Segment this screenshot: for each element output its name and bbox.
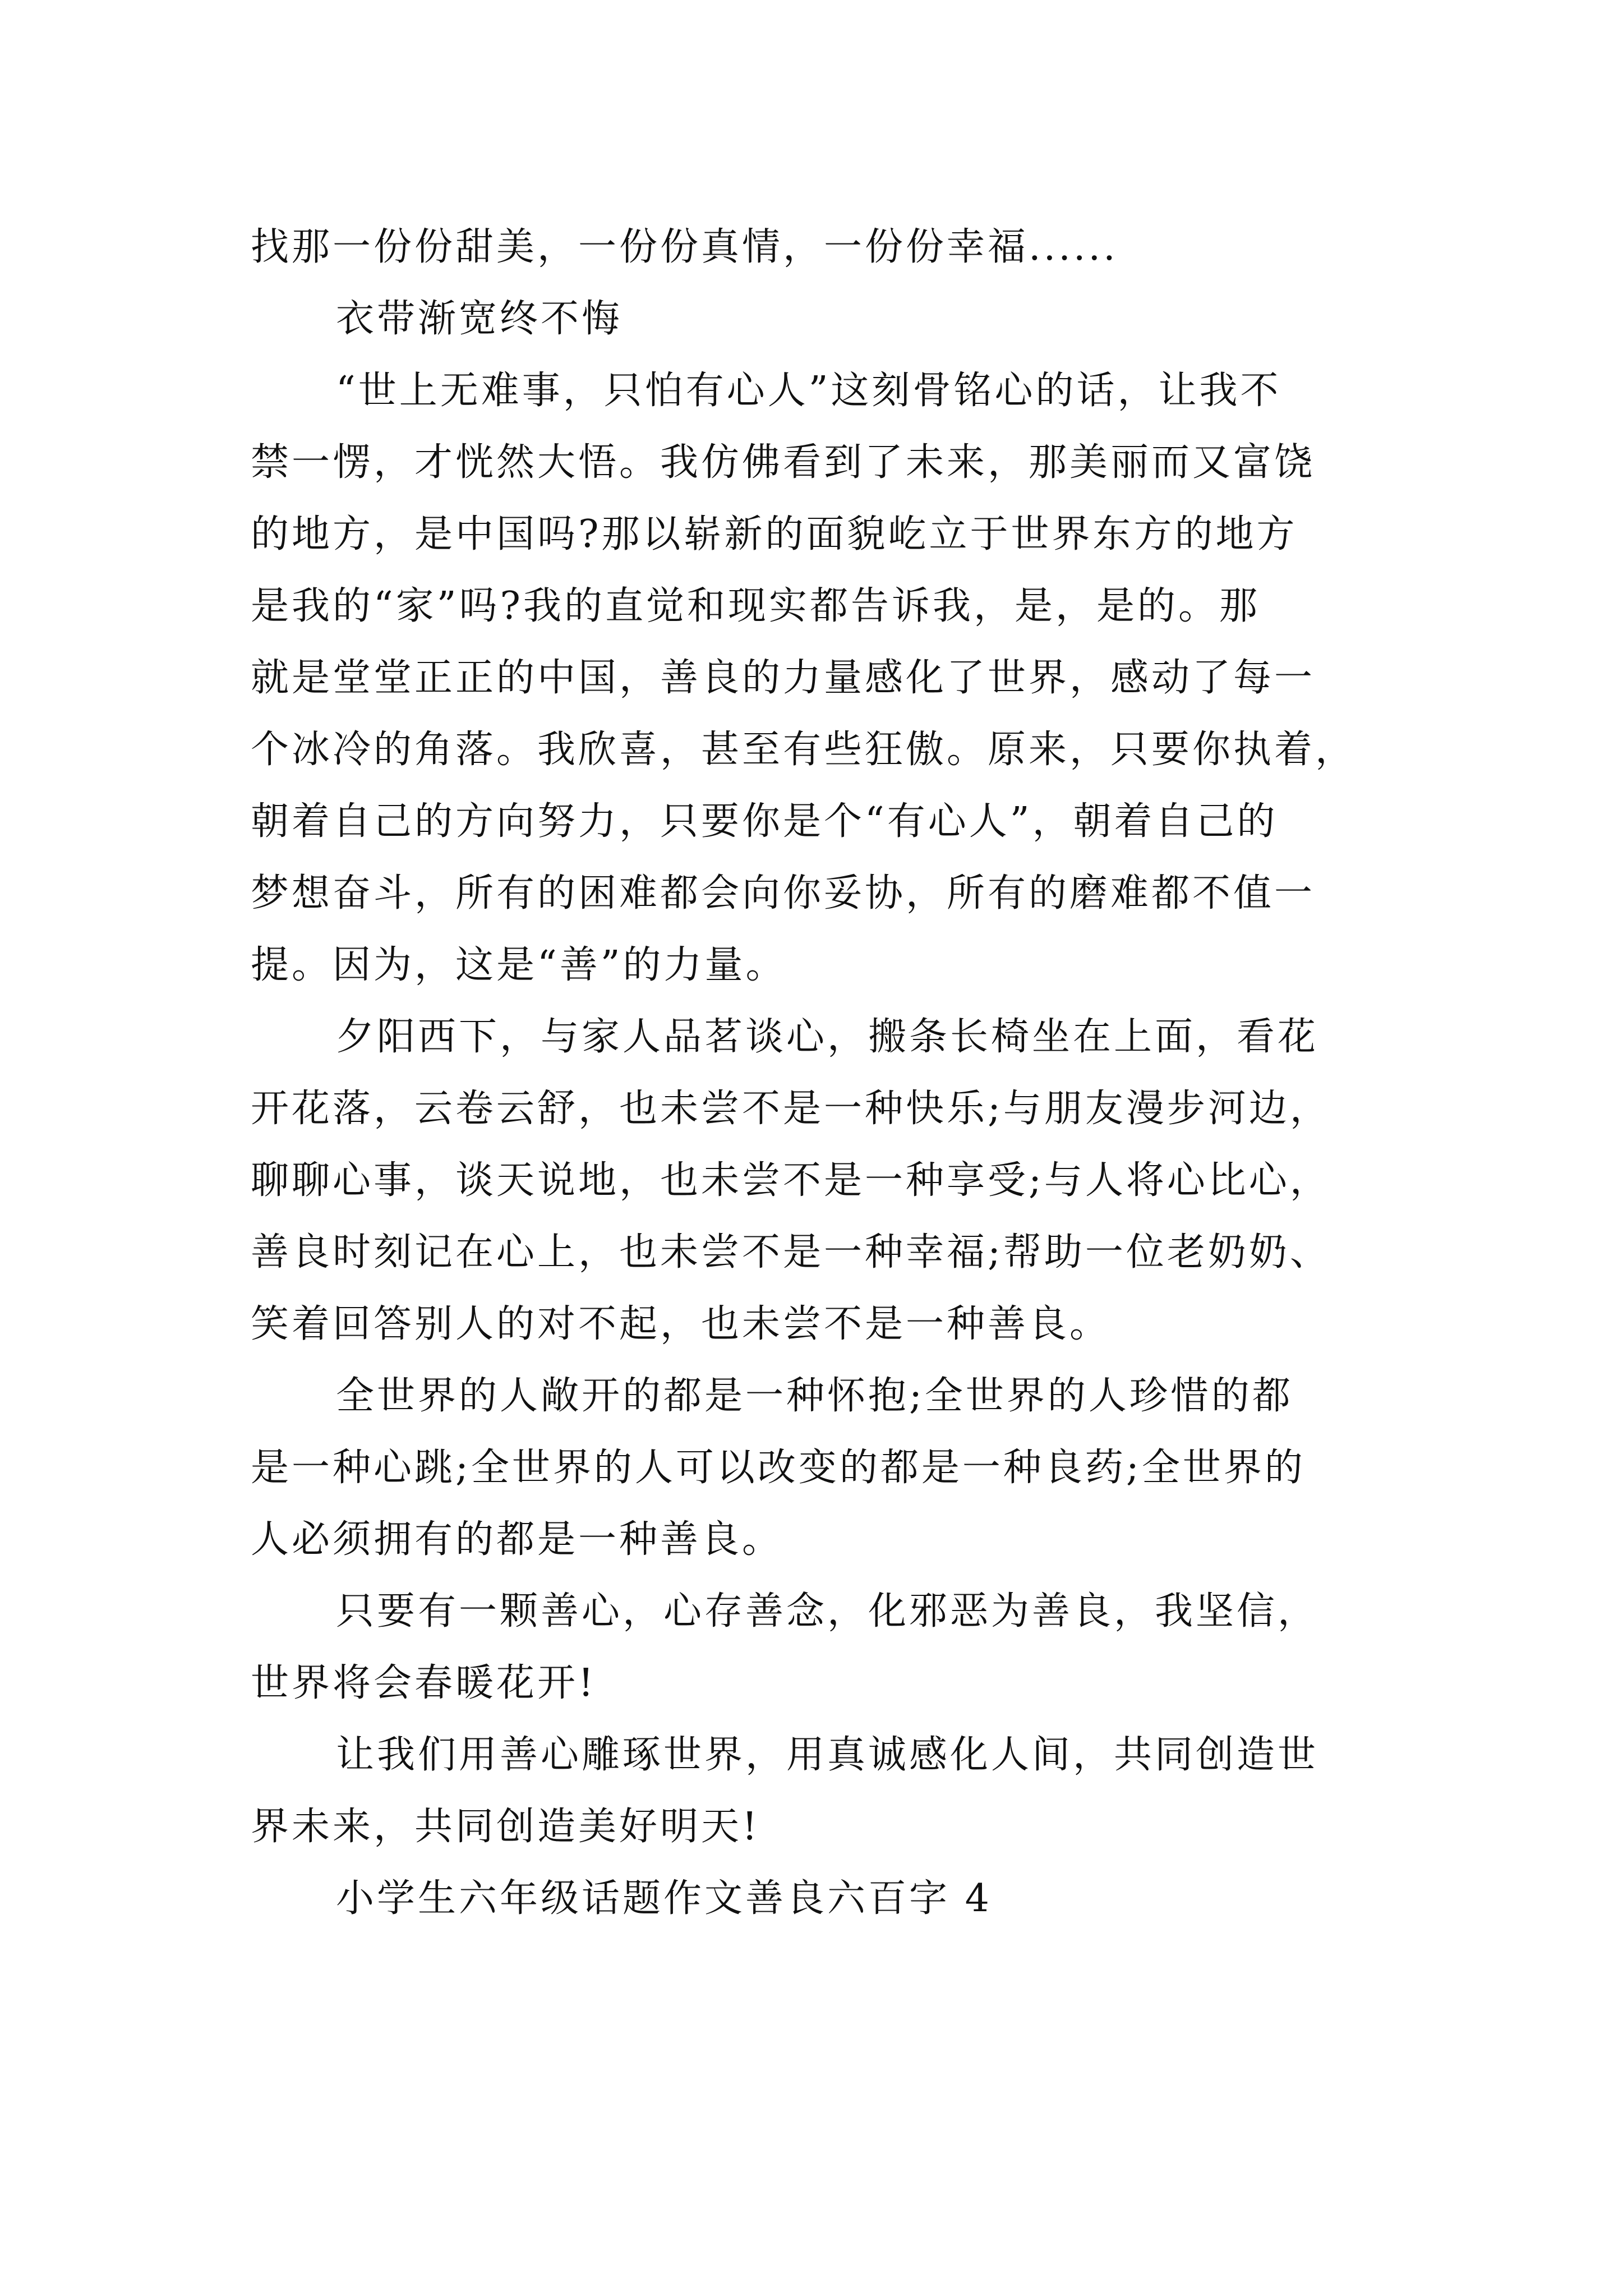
paragraph-line: 开花落，云卷云舒，也未尝不是一种快乐;与朋友漫步河边， — [251, 1087, 1331, 1131]
paragraph-line: 朝着自己的方向努力，只要你是个“有心人”，朝着自己的 — [251, 799, 1278, 844]
paragraph-line: 禁一愣，才恍然大悟。我仿佛看到了未来，那美丽而又富饶 — [251, 440, 1316, 485]
paragraph-line: 世界将会春暖花开! — [251, 1661, 597, 1705]
paragraph-line: 界未来，共同创造美好明天! — [251, 1805, 760, 1849]
section-heading: 衣带渐宽终不悔 — [336, 297, 623, 341]
paragraph-line: 的地方，是中国吗?那以崭新的面貌屹立于世界东方的地方 — [251, 512, 1298, 556]
paragraph-line: 全世界的人敞开的都是一种怀抱;全世界的人珍惜的都 — [336, 1374, 1293, 1418]
document-body — [251, 211, 1384, 1935]
paragraph-line: 提。因为，这是“善”的力量。 — [251, 943, 787, 987]
paragraph-line: 是我的“家”吗?我的直觉和现实都告诉我，是，是的。那 — [251, 584, 1260, 628]
paragraph-line: “世上无难事，只怕有心人”这刻骨铭心的话，让我不 — [336, 369, 1281, 413]
paragraph-line: 人必须拥有的都是一种善良。 — [251, 1517, 783, 1562]
paragraph-line: 聊聊心事，谈天说地，也未尝不是一种享受;与人将心比心， — [251, 1158, 1331, 1203]
paragraph-line: 善良时刻记在心上，也未尝不是一种幸福;帮助一位老奶奶、 — [251, 1230, 1331, 1274]
paragraph-line: 个冰冷的角落。我欣喜，甚至有些狂傲。原来，只要你执着， — [251, 728, 1357, 772]
paragraph-line: 笑着回答别人的对不起，也未尝不是一种善良。 — [251, 1302, 1111, 1346]
paragraph-line: 夕阳西下，与家人品茗谈心，搬条长椅坐在上面，看花 — [336, 1015, 1319, 1059]
paragraph-line: 只要有一颗善心，心存善念，化邪恶为善良，我坚信， — [336, 1589, 1319, 1634]
paragraph-line: 就是堂堂正正的中国，善良的力量感化了世界，感动了每一 — [251, 656, 1316, 700]
paragraph-line: 让我们用善心雕琢世界，用真诚感化人间，共同创造世 — [336, 1733, 1319, 1777]
essay-title: 小学生六年级话题作文善良六百字 4 — [336, 1876, 992, 1921]
text-line-continuation: 找那一份份甜美，一份份真情，一份份幸福...... — [251, 225, 1118, 269]
paragraph-line: 是一种心跳;全世界的人可以改变的都是一种良药;全世界的 — [251, 1446, 1306, 1490]
paragraph-line: 梦想奋斗，所有的困难都会向你妥协，所有的磨难都不值一 — [251, 871, 1316, 915]
